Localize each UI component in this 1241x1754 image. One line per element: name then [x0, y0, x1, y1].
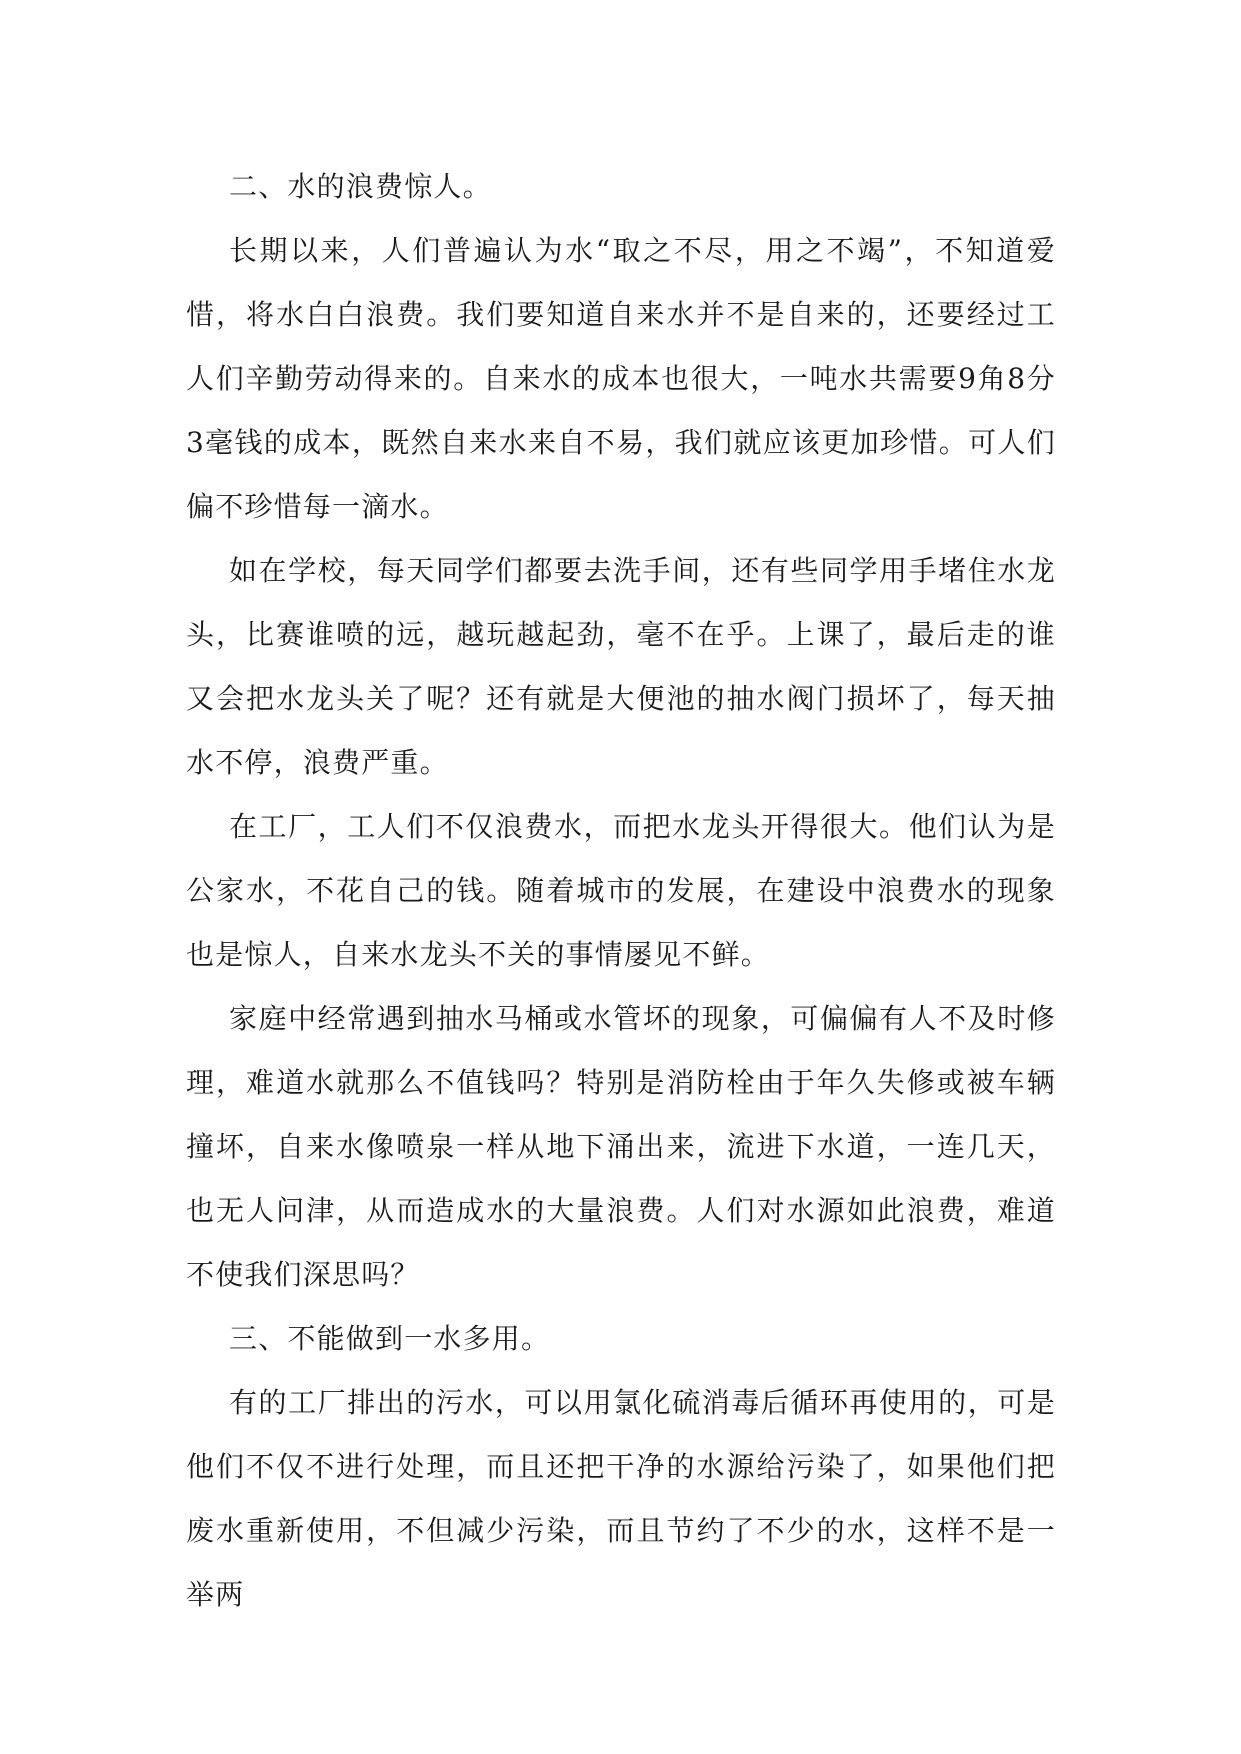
- paragraph: 有的工厂排出的污水，可以用氯化硫消毒后循环再使用的，可是他们不仅不进行处理，而且还把干净的水源给污染了，如果他们把废水重新使用，不但减少污染，而且节约了不少的水，这样不是一举两: [186, 1386, 1056, 1611]
- paragraph: 在工厂，工人们不仅浪费水，而把水龙头开得很大。他们认为是公家水，不花自己的钱。随着城市的发展，在建设中浪费水的现象也是惊人，自来水龙头不关的事情屡见不鲜。: [186, 810, 1056, 971]
- paragraph: 如在学校，每天同学们都要去洗手间，还有些同学用手堵住水龙头，比赛谁喷的远，越玩越起劲，毫不在乎。上课了，最后走的谁又会把水龙头关了呢？还有就是大便池的抽水阀门损坏了，每天抽水不停，浪费严重。: [186, 554, 1056, 779]
- paragraph: 长期以来，人们普遍认为水“取之不尽，用之不竭”，不知道爱惜，将水白白浪费。我们要知道自来水并不是自来的，还要经过工人们辛勤劳动得来的。自来水的成本也很大，一吨水共需要9角8分3毫钱的成本，既然自来水来自不易，我们就应该更加珍惜。可人们偏不珍惜每一滴水。: [186, 234, 1056, 523]
- section-heading: 三、不能做到一水多用。: [229, 1322, 551, 1355]
- paragraph: 家庭中经常遇到抽水马桶或水管坏的现象，可偏偏有人不及时修理，难道水就那么不值钱吗？特别是消防栓由于年久失修或被车辆撞坏，自来水像喷泉一样从地下涌出来，流进下水道，一连几天，也无人问津，从而造成水的大量浪费。人们对水源如此浪费，难道不使我们深思吗？: [186, 1002, 1056, 1291]
- section-heading: 二、水的浪费惊人。: [229, 170, 492, 203]
- document-body: [186, 155, 1056, 1627]
